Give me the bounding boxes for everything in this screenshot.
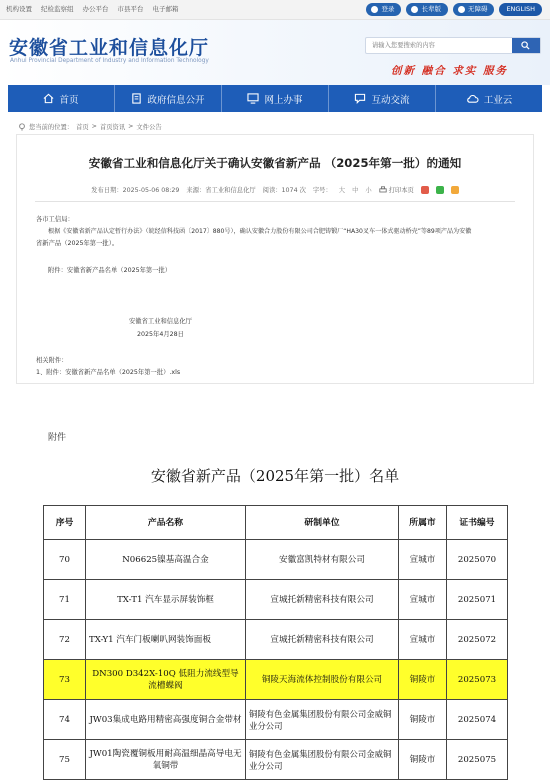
print-label: 打印本页 — [388, 187, 414, 194]
header-unit: 研制单位 — [246, 506, 399, 540]
elder-mode-button[interactable] — [406, 3, 448, 16]
header-product: 产品名称 — [86, 506, 246, 540]
font-size-medium[interactable]: 中 — [352, 187, 359, 194]
article-meta — [17, 185, 533, 194]
elder-mode-label: 长辈版 — [421, 5, 441, 13]
accessibility-icon — [458, 6, 465, 13]
nav-online-service-label: 网上办事 — [264, 94, 303, 106]
share-weibo-icon[interactable] — [421, 186, 429, 194]
user-icon — [371, 6, 378, 13]
cell-product: JW03集成电路用精密高强度铜合金带材 — [86, 700, 246, 740]
login-label: 登录 — [381, 5, 395, 13]
cell-no: 74 — [44, 700, 86, 740]
favorite-icon[interactable] — [451, 186, 459, 194]
font-size-large[interactable]: 大 — [338, 187, 346, 194]
breadcrumb — [18, 122, 162, 131]
attachment-title: 安徽省新产品（2025年第一批）名单 — [150, 467, 400, 485]
breadcrumb-separator: > — [128, 123, 134, 130]
paragraph-line-1: 根据《安徽省新产品认定暂行办法》（皖经信科技函〔2017〕880号），确认安徽合力股份有限公司合肥铸锻厂“HA30叉车一体式驱动桥壳”等89项产品为安徽 — [48, 228, 472, 235]
cell-product: JW01陶瓷覆铜板用耐高温细晶高导电无氧铜带 — [86, 740, 246, 780]
cell-city: 铜陵市 — [399, 660, 447, 700]
table-row — [44, 740, 508, 780]
search-button[interactable] — [512, 38, 540, 53]
cloud-icon — [466, 93, 479, 104]
home-icon — [43, 93, 54, 104]
elder-icon — [411, 6, 418, 13]
cell-city: 宣城市 — [399, 580, 447, 620]
cell-unit: 安徽富凯特材有限公司 — [246, 540, 399, 580]
breadcrumb-prefix: 您当前的位置： — [29, 124, 74, 131]
cell-cert: 2025072 — [447, 620, 508, 660]
top-link-org[interactable]: 机构设置 — [6, 5, 32, 13]
cell-city: 铜陵市 — [399, 740, 447, 780]
cell-city: 宣城市 — [399, 540, 447, 580]
login-button[interactable] — [366, 3, 401, 16]
cell-product-no: 72 — [44, 620, 86, 660]
related-file-link[interactable]: 1、附件：安徽省新产品名单（2025年第一批）.xls — [36, 369, 181, 376]
header-cert: 证书编号 — [447, 506, 508, 540]
divider — [35, 201, 515, 202]
english-button[interactable] — [499, 3, 542, 16]
cell-unit: 宣城托新精密科技有限公司 — [246, 620, 399, 660]
table-row — [44, 700, 508, 740]
table-header-row — [44, 506, 508, 540]
header-no: 序号 — [44, 506, 86, 540]
cell-unit: 铜陵有色金属集团股份有限公司金威铜业分公司 — [246, 700, 399, 740]
cell-no: 75 — [44, 740, 86, 780]
cell-product: DN300 D342X-10Q 低阻力流线型导流槽蝶阀 — [86, 660, 246, 700]
print-button[interactable] — [379, 185, 414, 194]
related-label: 相关附件： — [36, 357, 68, 364]
font-size-label: 字号： — [312, 187, 332, 194]
accessibility-label: 无障碍 — [467, 5, 488, 13]
search-box — [365, 37, 541, 54]
slogan: 创新 融合 求实 服务 — [391, 65, 508, 77]
cell-city: 铜陵市 — [399, 700, 447, 740]
site-title[interactable]: 安徽省工业和信息化厅 — [9, 37, 210, 59]
cell-unit: 宣城托新精密科技有限公司 — [246, 580, 399, 620]
nav-gov-info[interactable] — [115, 85, 222, 112]
cell-no: 70 — [44, 540, 86, 580]
publish-date: 发布日期：2025-05-06 08:29 — [91, 187, 180, 194]
english-label: ENGLISH — [506, 5, 535, 13]
breadcrumb-news[interactable]: 首页资讯 — [99, 124, 126, 131]
nav-interaction[interactable] — [329, 85, 436, 112]
header-city: 所属市 — [399, 506, 447, 540]
table-row — [44, 580, 508, 620]
cell-cert: 2025070 — [447, 540, 508, 580]
site-header — [0, 20, 550, 85]
table-row — [44, 540, 508, 580]
nav-home[interactable] — [8, 85, 115, 112]
nav-industry-cloud[interactable] — [436, 85, 542, 112]
cell-cert: 2025074 — [447, 700, 508, 740]
main-nav — [8, 85, 542, 112]
article-source: 来源：省工业和信息化厅 — [186, 187, 256, 194]
top-bar — [0, 0, 550, 20]
monitor-icon — [247, 93, 259, 104]
location-icon — [18, 123, 26, 131]
article-title: 安徽省工业和信息化厅关于确认安徽省新产品 （2025年第一批）的通知 — [88, 156, 462, 170]
view-count: 阅读：1074 次 — [262, 187, 306, 194]
salutation: 各市工信局： — [36, 216, 74, 223]
share-wechat-icon[interactable] — [436, 186, 444, 194]
nav-online-service[interactable] — [222, 85, 329, 112]
cell-product: N06625镍基高温合金 — [86, 540, 246, 580]
cell-cert: 2025073 — [447, 660, 508, 700]
cell-cert: 2025075 — [447, 740, 508, 780]
attachment-label: 附件 — [48, 433, 67, 443]
printer-icon — [379, 186, 387, 194]
font-size-small[interactable]: 小 — [365, 187, 372, 194]
cell-product: TX-T1 汽车显示屏装饰框 — [86, 580, 246, 620]
nav-gov-info-label: 政府信息公开 — [147, 94, 205, 106]
cell-unit: 铜陵天海流体控制股份有限公司 — [246, 660, 399, 700]
accessibility-button[interactable] — [453, 3, 495, 16]
top-buttons — [366, 3, 542, 16]
top-link-discipline[interactable]: 纪检监察组 — [41, 5, 74, 13]
search-input[interactable] — [366, 38, 513, 53]
breadcrumb-separator: > — [91, 123, 97, 130]
top-link-county[interactable]: 市县平台 — [117, 5, 144, 13]
site-subtitle: Anhui Provincial Department of Industry and Information Technology — [10, 58, 209, 64]
table-row-highlighted — [44, 660, 508, 700]
cell-product: TX-Y1 汽车门板喇叭网装饰面板 — [86, 620, 246, 660]
article-panel — [16, 134, 534, 384]
cell-city: 宣城市 — [399, 620, 447, 660]
document-icon — [131, 93, 142, 104]
cell-unit: 铜陵有色金属集团股份有限公司金威铜业分公司 — [246, 740, 399, 780]
breadcrumb-notices[interactable]: 文件公告 — [136, 124, 162, 131]
breadcrumb-home[interactable]: 首页 — [76, 124, 89, 131]
top-link-office[interactable]: 办公平台 — [82, 5, 109, 13]
signature-org: 安徽省工业和信息化厅 — [129, 318, 192, 325]
cell-cert: 2025071 — [447, 580, 508, 620]
search-icon — [521, 41, 530, 50]
chat-icon — [354, 93, 366, 104]
new-product-table — [43, 505, 508, 780]
top-link-email[interactable]: 电子邮箱 — [152, 5, 179, 13]
signature-date: 2025年4月28日 — [137, 331, 184, 338]
table-row — [44, 620, 508, 660]
paragraph-line-2: 省新产品（2025年第一批）。 — [36, 240, 119, 247]
nav-interaction-label: 互动交流 — [371, 94, 410, 106]
nav-home-label: 首页 — [59, 94, 79, 106]
top-links — [6, 4, 179, 13]
attachment-line: 附件：安徽省新产品名单（2025年第一批） — [48, 267, 172, 274]
nav-industry-cloud-label: 工业云 — [483, 94, 513, 106]
cell-no: 73 — [44, 660, 86, 700]
cell-no: 71 — [44, 580, 86, 620]
